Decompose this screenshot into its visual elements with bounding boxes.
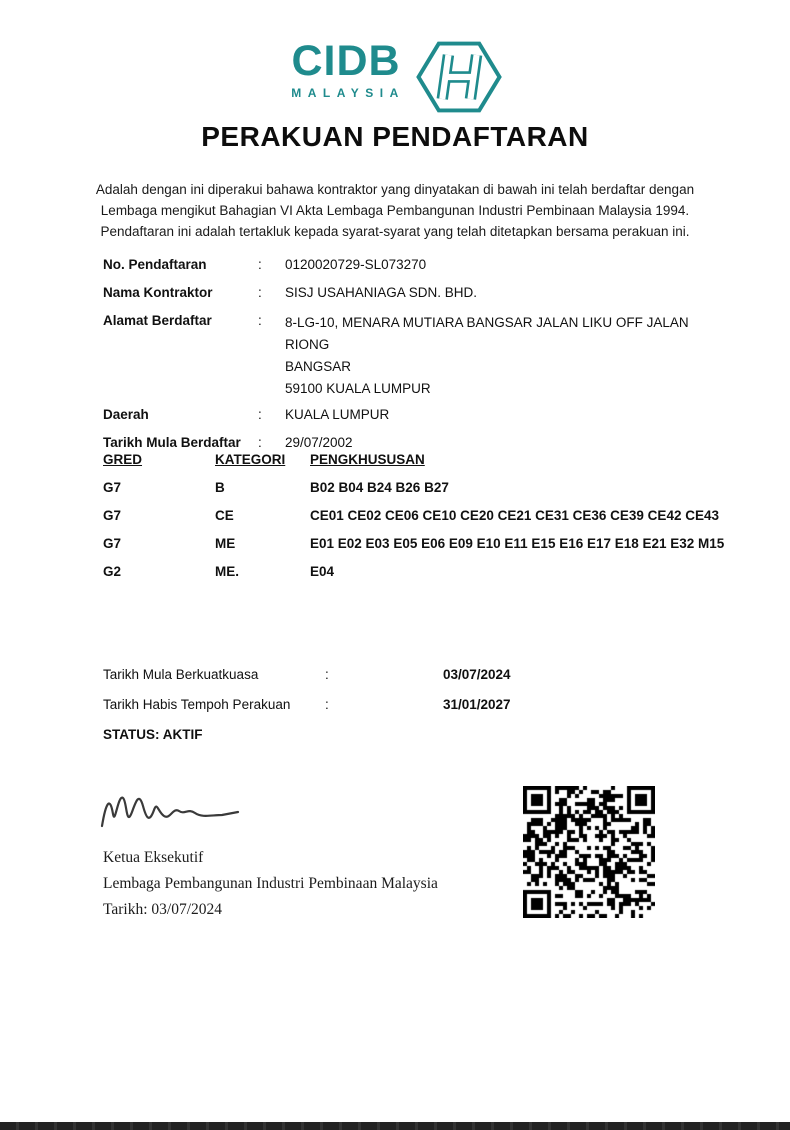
cell-gred: G7 (103, 536, 122, 551)
detail-row-district (103, 406, 720, 424)
table-header-row (103, 451, 730, 469)
detail-value: KUALA LUMPUR (285, 407, 390, 422)
signoff-role: Ketua Eksekutif (103, 849, 204, 866)
handwritten-signature (96, 782, 266, 845)
header-gred: GRED (103, 452, 143, 467)
detail-row-first-registered-date (103, 434, 720, 452)
detail-row-registered-address (103, 312, 720, 400)
signature-icon (96, 782, 266, 840)
colon-separator: : (258, 285, 262, 300)
validity-label: Tarikh Mula Berkuatkuasa (103, 667, 259, 682)
cidb-brand-text: CIDB (291, 37, 401, 85)
qr-code-container (523, 786, 655, 918)
colon-separator: : (258, 407, 262, 422)
table-row (103, 563, 730, 581)
cell-pengkhususan: CE01 CE02 CE06 CE10 CE20 CE21 CE31 CE36 CE39 CE42 CE43 (310, 508, 719, 523)
header-pengkhususan: PENGKHUSUSAN (310, 452, 425, 467)
detail-row-contractor-name (103, 284, 720, 302)
validity-value: 31/01/2027 (443, 697, 511, 712)
detail-label: Daerah (103, 407, 149, 422)
signoff-block (103, 845, 438, 923)
detail-row-registration-no (103, 256, 720, 274)
colon-separator: : (325, 697, 329, 712)
cell-pengkhususan: E04 (310, 564, 335, 579)
intro-paragraph: Adalah dengan ini diperakui bahawa kontraktor yang dinyatakan di bawah ini telah berdaftar dengan Lembaga mengikut Bahagian VI Akta Lembaga Pembangunan Industri Pembinaan Malaysia 1994. Pendaftaran ini adalah tertakluk kepada syarat-syarat yang telah ditetapkan bersama perakuan ini. (95, 182, 695, 239)
colon-separator: : (325, 667, 329, 682)
page-title: PERAKUAN PENDAFTARAN (201, 121, 589, 152)
cell-pengkhususan: B02 B04 B24 B26 B27 (310, 480, 449, 495)
detail-label: Nama Kontraktor (103, 285, 213, 300)
validity-row-effective-date (103, 666, 720, 684)
detail-label: No. Pendaftaran (103, 257, 207, 272)
signoff-date: Tarikh: 03/07/2024 (103, 901, 223, 918)
status-badge: STATUS: AKTIF (103, 727, 203, 742)
table-row (103, 479, 730, 497)
detail-value: 29/07/2002 (285, 435, 353, 450)
page-bottom-divider (0, 1122, 790, 1130)
cell-gred: G7 (103, 508, 122, 523)
cell-kategori: ME. (215, 564, 240, 579)
cidb-logo (0, 37, 790, 114)
table-row (103, 535, 730, 553)
validity-section (103, 666, 720, 744)
table-row (103, 507, 730, 525)
address-line: 59100 KUALA LUMPUR (285, 381, 431, 396)
validity-value: 03/07/2024 (443, 667, 511, 682)
detail-value (285, 312, 720, 400)
registration-details (103, 256, 720, 462)
cell-kategori: CE (215, 508, 234, 523)
detail-label: Alamat Berdaftar (103, 313, 212, 328)
cell-pengkhususan: E01 E02 E03 E05 E06 E09 E10 E11 E15 E16 E17 E18 E21 E32 M15 (310, 536, 725, 551)
grade-category-table (103, 451, 730, 591)
cell-gred: G7 (103, 480, 122, 495)
qr-code (523, 786, 655, 918)
header-kategori: KATEGORI (215, 452, 286, 467)
colon-separator: : (258, 435, 262, 450)
cell-kategori: ME (215, 536, 236, 551)
cell-kategori: B (215, 480, 225, 495)
signoff-organisation: Lembaga Pembangunan Industri Pembinaan Malaysia (103, 875, 438, 892)
detail-value: 0120020729-SL073270 (285, 257, 427, 272)
validity-row-expiry-date (103, 696, 720, 714)
cidb-logo-wordmark (287, 37, 405, 100)
validity-label: Tarikh Habis Tempoh Perakuan (103, 697, 291, 712)
detail-label: Tarikh Mula Berdaftar (103, 435, 241, 450)
cidb-hexagon-icon (415, 40, 503, 114)
cidb-country-text: MALAYSIA (291, 86, 405, 100)
cell-gred: G2 (103, 564, 122, 579)
detail-value: SISJ USAHANIAGA SDN. BHD. (285, 285, 478, 300)
address-line: 8-LG-10, MENARA MUTIARA BANGSAR JALAN LIKU OFF JALAN RIONG (285, 315, 689, 352)
address-line: BANGSAR (285, 359, 352, 374)
colon-separator: : (258, 257, 262, 272)
colon-separator: : (258, 313, 262, 328)
